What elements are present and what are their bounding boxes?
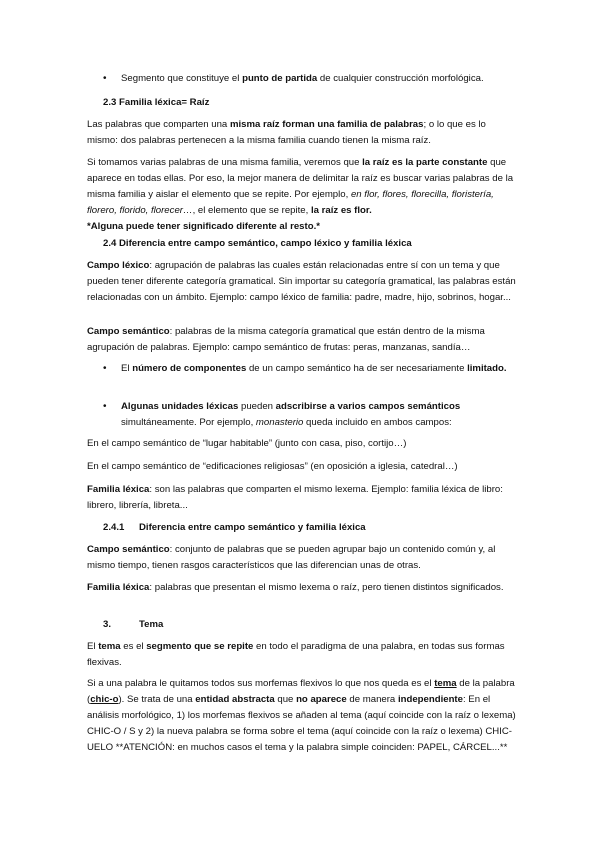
- bold-run: no aparece: [296, 694, 347, 705]
- bold-term: Campo semántico: [87, 544, 170, 555]
- text-run: de cualquier construcción morfológica.: [317, 73, 484, 84]
- paragraph-raiz-constante: [87, 155, 517, 235]
- bold-term: Campo léxico: [87, 260, 150, 271]
- text-run: : agrupación de palabras las cuales están relacionadas entre sí con un tema y que pueden tener diferente categoría gramatical. Sin importar su categoría gramatical, las palabras están relacionadas con un ámbito. Ejemplo: campo léxico de familia: padre, madre, hijo, sobrinos, hogar...: [87, 260, 516, 303]
- bold-run: adscribirse a varios campos semánticos: [275, 401, 461, 412]
- text-run: , el elemento que se repite,: [192, 205, 311, 216]
- text-run: que: [274, 694, 297, 705]
- heading-text: Tema: [139, 619, 164, 630]
- text-run: : son las palabras que comparten el mismo lexema. Ejemplo: familia léxica de libro: librero, librería, libreta...: [87, 484, 503, 511]
- bold-underlined-run: tema: [434, 678, 457, 689]
- italic-run: en flor, flores, florecilla, floristería, florero, florido, florecer…: [87, 189, 494, 216]
- text-run: El: [87, 641, 99, 652]
- bold-run: limitado.: [467, 363, 507, 374]
- bold-term: Campo semántico: [87, 326, 170, 337]
- paragraph-tema-def: [87, 639, 517, 671]
- paragraph-campo-semantico: [87, 324, 517, 356]
- bullet-icon: •: [103, 401, 107, 412]
- text-run: : En el análisis morfológico, 1) los morfemas flexivos se añaden al tema (aquí coincide con la raíz o lexema) CHIC-O / S y 2) la nueva palabra se forma sobre el tema (aquí coincide con la raíz o lexema) CHIC-UELO **ATENCIÓN: en muchos casos el tema y la palabra simple coinciden: PAPEL, CÁRCEL...**: [87, 694, 516, 753]
- text-run: en todo el paradigma de una palabra, en todas sus formas flexivas.: [87, 641, 505, 668]
- bullet-item-numero-componentes: [121, 361, 517, 377]
- bold-note: *Alguna puede tener significado diferente al resto.*: [87, 221, 320, 232]
- heading-2-4: 2.4 Diferencia entre campo semántico, campo léxico y familia léxica: [103, 238, 412, 249]
- heading-2-3: 2.3 Familia léxica= Raíz: [103, 97, 210, 108]
- text-run: Si a una palabra le quitamos todos sus morfemas flexivos lo que nos queda es el: [87, 678, 435, 689]
- bold-run: punto de partida: [242, 73, 318, 84]
- text-run: El: [121, 363, 133, 374]
- bold-underlined-run: chic-o: [90, 694, 119, 705]
- paragraph-campo-semantico-def: [87, 542, 517, 574]
- text-run: de la palabra (: [87, 678, 515, 705]
- bold-run: la raíz es flor.: [310, 205, 372, 216]
- bold-run: Algunas unidades léxicas: [121, 401, 239, 412]
- paragraph-familia-lexica-def: [87, 580, 517, 596]
- bold-run: número de componentes: [132, 363, 247, 374]
- bold-run: segmento que se repite: [146, 641, 254, 652]
- bold-term: Familia léxica: [87, 484, 150, 495]
- bold-run: entidad abstracta: [195, 694, 275, 705]
- paragraph-familia-intro: [87, 117, 517, 149]
- paragraph-tema-analisis: [87, 676, 517, 756]
- bullet-icon: •: [103, 363, 107, 374]
- text-run: de manera: [346, 694, 398, 705]
- bullet-icon: •: [103, 73, 107, 84]
- text-run: de un campo semántico ha de ser necesariamente: [246, 363, 468, 374]
- text-run: ; o lo que es lo mismo: dos palabras pertenecen a la misma familia cuando tienen la misma raíz.: [87, 119, 486, 146]
- heading-number: 3.: [103, 619, 112, 630]
- text-run: queda incluido en ambos campos:: [303, 417, 452, 428]
- text-run: Segmento que constituye el: [121, 73, 243, 84]
- heading-3-tema: [103, 617, 533, 633]
- bold-run: tema: [98, 641, 121, 652]
- text-run: : conjunto de palabras que se pueden agrupar bajo un contenido común y, al mismo tiempo, tienen rasgos característicos que las diferencian unas de otras.: [87, 544, 496, 571]
- bullet-item-unidades-lexicas: [121, 399, 517, 431]
- text-run: ). Se trata de una: [118, 694, 196, 705]
- paragraph-campo-lexico: [87, 258, 517, 306]
- text-run: Las palabras que comparten una: [87, 119, 230, 130]
- text-run: pueden: [238, 401, 276, 412]
- bold-term: Familia léxica: [87, 582, 150, 593]
- text-run: que aparece en todas ellas. Por eso, la mejor manera de delimitar la raíz es buscar varias palabras de la misma familia y aislar el elemento que se repite. Por ejemplo,: [87, 157, 514, 200]
- heading-text: Diferencia entre campo semántico y familia léxica: [139, 522, 366, 533]
- text-run: : palabras de la misma categoría gramatical que están dentro de la misma agrupación de palabras. Ejemplo: campo semántico de frutas: peras, manzanas, sandía…: [87, 326, 485, 353]
- paragraph-edificaciones-religiosas: En el campo semántico de “edificaciones religiosas” (en oposición a iglesia, catedral…): [87, 461, 458, 472]
- heading-number: 2.4.1: [103, 522, 125, 533]
- text-run: es el: [120, 641, 147, 652]
- text-run: simultáneamente. Por ejemplo,: [121, 417, 256, 428]
- bullet-item-punto-partida: [121, 71, 517, 87]
- heading-2-4-1: [103, 520, 533, 536]
- text-run: Si tomamos varias palabras de una misma familia, veremos que: [87, 157, 363, 168]
- paragraph-familia-lexica: [87, 482, 517, 514]
- italic-run: monasterio: [255, 417, 304, 428]
- paragraph-lugar-habitable: En el campo semántico de “lugar habitable” (junto con casa, piso, cortijo…): [87, 438, 407, 449]
- bold-run: la raíz es la parte constante: [362, 157, 488, 168]
- bold-run: misma raíz forman una familia de palabras: [229, 119, 424, 130]
- bold-run: independiente: [397, 694, 463, 705]
- text-run: : palabras que presentan el mismo lexema o raíz, pero tienen distintos significados.: [149, 582, 504, 593]
